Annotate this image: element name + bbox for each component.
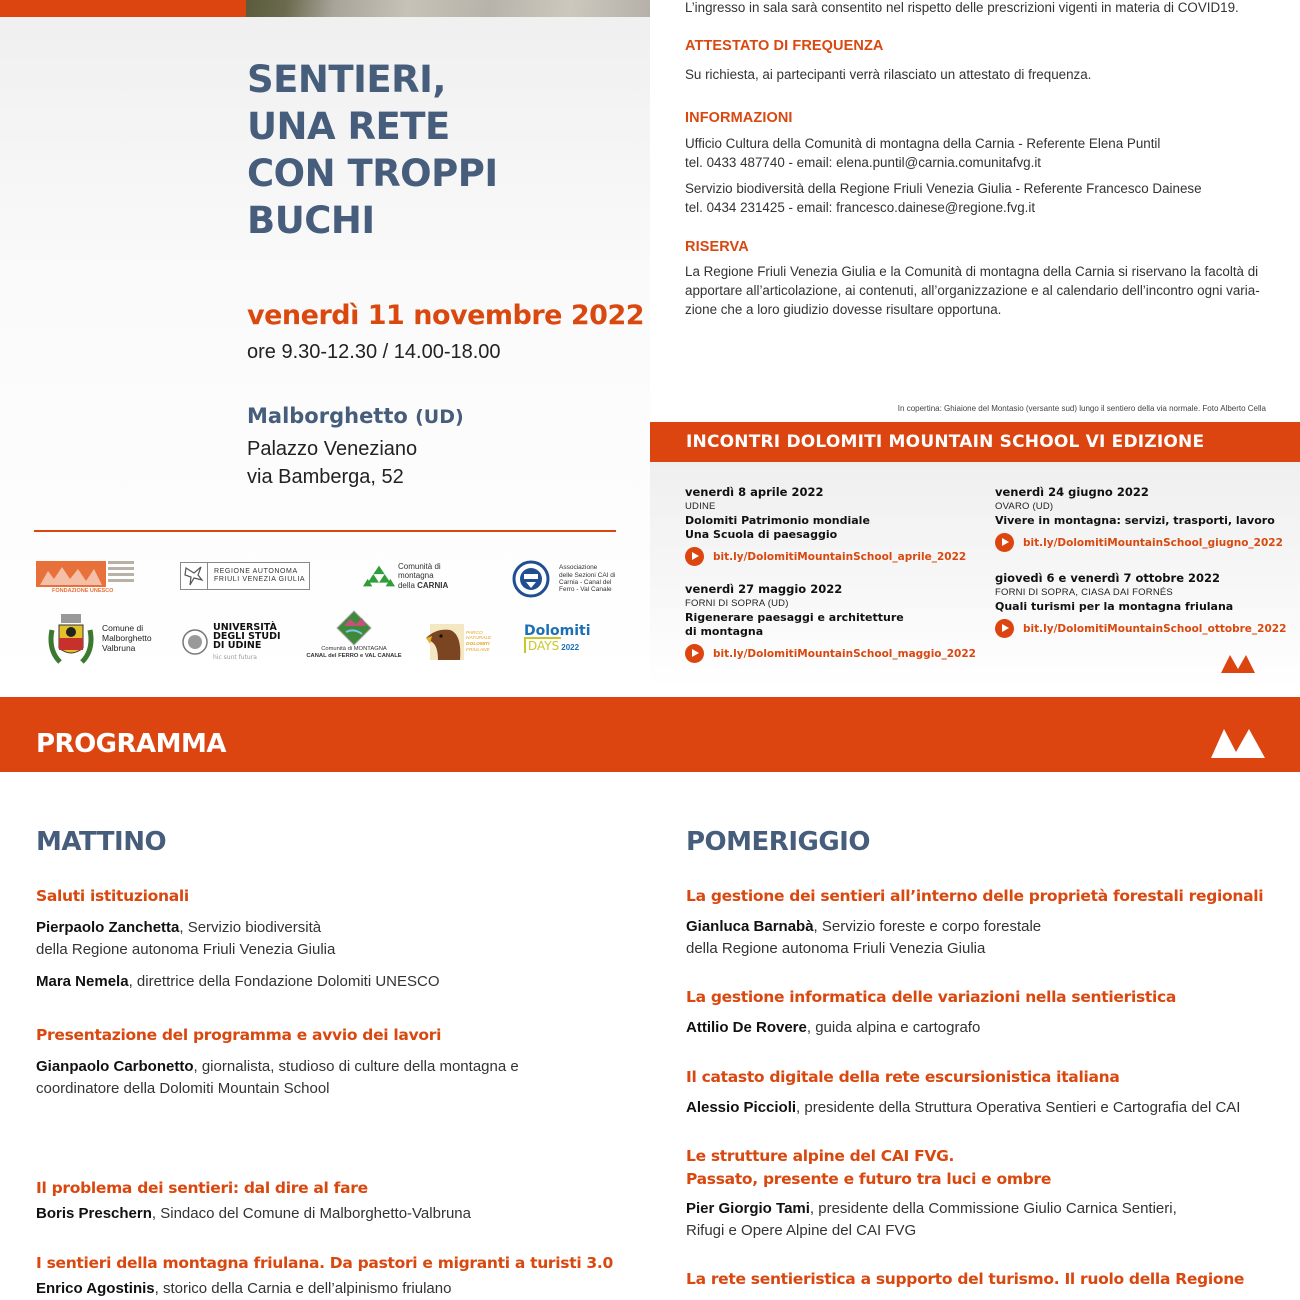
cai-badge-icon bbox=[512, 560, 550, 598]
comune-line: Valbruna bbox=[102, 642, 136, 653]
speaker-role: della Regione autonoma Friuli Venezia Giulia bbox=[36, 941, 336, 958]
event-hours: ore 9.30-12.30 / 14.00-18.00 bbox=[247, 341, 501, 363]
program-item-title: La rete sentieristica a supporto del turismo. Il ruolo della Regione bbox=[686, 1270, 1245, 1288]
event-date: venerdì 27 maggio 2022 bbox=[685, 582, 843, 596]
logo-comune-malborghetto bbox=[46, 610, 166, 668]
speaker bbox=[36, 1203, 471, 1225]
speaker bbox=[36, 1056, 519, 1100]
speaker bbox=[36, 917, 335, 961]
event-item bbox=[685, 485, 966, 566]
speaker-name: Alessio Piccioli bbox=[686, 1099, 797, 1116]
riserva-line: zione che a loro giudizio dovesse risultare opportuna. bbox=[685, 302, 1002, 317]
event-link-text[interactable]: bit.ly/DolomitiMountainSchool_maggio_2022 bbox=[713, 647, 976, 660]
event-location: UDINE bbox=[685, 501, 716, 512]
program-item-title-line: Passato, presente e futuro tra luci e ombre bbox=[686, 1170, 1052, 1188]
program-item-title-line: Le strutture alpine del CAI FVG. bbox=[686, 1147, 955, 1165]
speaker-name: Boris Preschern bbox=[36, 1205, 152, 1222]
event-title-line: di montagna bbox=[685, 625, 764, 638]
play-icon bbox=[685, 547, 704, 566]
play-icon bbox=[995, 533, 1014, 552]
speaker-role: , giornalista, studioso di culture della montagna e bbox=[193, 1058, 519, 1075]
canal-line: Comunità di MONTAGNA bbox=[321, 646, 387, 652]
event-title bbox=[995, 514, 1283, 528]
parco-line: FRIULANE bbox=[466, 647, 490, 653]
event-link[interactable] bbox=[685, 547, 966, 566]
comune-line: Malborghetto bbox=[102, 633, 152, 644]
uniud-line: UNIVERSITÀ bbox=[213, 621, 277, 633]
speaker-role: , presidente della Commissione Giulio Carnica Sentieri, bbox=[809, 1200, 1177, 1217]
comune-line: Comune di bbox=[102, 623, 144, 634]
event-title-line: Una Scuola di paesaggio bbox=[685, 528, 838, 541]
program-item-title: Presentazione del programma e avvio dei lavori bbox=[36, 1026, 442, 1044]
uniud-line: DI UDINE bbox=[213, 639, 262, 651]
speaker-role: Rifugi e Opere Alpine del CAI FVG bbox=[686, 1222, 917, 1239]
event-link-text[interactable]: bit.ly/DolomitiMountainSchool_giugno_2022 bbox=[1023, 536, 1283, 549]
event-link[interactable] bbox=[995, 619, 1286, 638]
logo-carnia bbox=[362, 562, 474, 590]
riserva-line: apportare all’articolazione, ai contenuti, all’organizzazione e al calendario dell’incontro ogni varia- bbox=[685, 283, 1260, 298]
speaker-name: Mara Nemela bbox=[36, 973, 129, 990]
event-item bbox=[685, 582, 976, 663]
mountains-icon bbox=[1221, 653, 1255, 673]
title-line: CON TROPPI bbox=[247, 152, 498, 195]
logo-parco-dolomiti-friulane bbox=[424, 624, 494, 660]
address-line: Palazzo Veneziano bbox=[247, 438, 418, 460]
incontri-title: INCONTRI DOLOMITI MOUNTAIN SCHOOL VI EDIZIONE bbox=[686, 432, 1205, 452]
speaker-role: della Regione autonoma Friuli Venezia Giulia bbox=[686, 940, 986, 957]
event-link[interactable] bbox=[995, 533, 1283, 552]
speaker bbox=[686, 1097, 1240, 1119]
speaker bbox=[686, 916, 1041, 960]
contact-servizio-biodiversita bbox=[685, 179, 1202, 217]
speaker-role: , storico della Carnia e dell’alpinismo friulano bbox=[154, 1280, 452, 1297]
contact-line[interactable]: tel. 0434 231425 - email: francesco.dainese@regione.fvg.it bbox=[685, 200, 1036, 215]
event-title-line: Dolomiti Patrimonio mondiale bbox=[685, 514, 870, 527]
mattino-heading: MATTINO bbox=[36, 827, 167, 857]
university-seal-icon bbox=[182, 629, 208, 655]
event-date: venerdì 11 novembre 2022 bbox=[247, 300, 645, 331]
event-place bbox=[247, 404, 464, 428]
attestato-heading: ATTESTATO DI FREQUENZA bbox=[685, 38, 884, 54]
regione-line: FRIULI VENEZIA GIULIA bbox=[214, 576, 306, 583]
speaker bbox=[36, 971, 440, 993]
informazioni-heading: INFORMAZIONI bbox=[685, 110, 793, 126]
program-item-title: I sentieri della montagna friulana. Da pastori e migranti a turisti 3.0 bbox=[36, 1254, 613, 1272]
covid-notice: L’ingresso in sala sarà consentito nel rispetto delle prescrizioni vigenti in materia di COVID19. bbox=[685, 0, 1239, 15]
event-date: venerdì 24 giugno 2022 bbox=[995, 485, 1149, 499]
regione-line: REGIONE AUTONOMA bbox=[214, 567, 298, 575]
uniud-line: DEGLI STUDI bbox=[213, 630, 281, 642]
canal-line: CANAL del FERRO e VAL CANALE bbox=[306, 652, 402, 659]
mountains-icon bbox=[1211, 728, 1265, 758]
speaker-role: , direttrice della Fondazione Dolomiti UNESCO bbox=[128, 973, 440, 990]
days-brand: Dolomiti bbox=[524, 623, 591, 639]
speaker-role: , Servizio foreste e corpo forestale bbox=[813, 918, 1042, 935]
fondazione-label: FONDAZIONE UNESCO bbox=[52, 588, 114, 594]
event-title bbox=[685, 514, 966, 542]
parco-line: DOLOMITI bbox=[466, 642, 490, 647]
coat-of-arms-icon bbox=[46, 610, 96, 668]
contact-line: Servizio biodiversità della Regione Friuli Venezia Giulia - Referente Francesco Dainese bbox=[685, 181, 1202, 196]
programma-title: PROGRAMMA bbox=[36, 729, 227, 759]
place-province: (UD) bbox=[415, 406, 464, 428]
carnia-line: Comunità di montagna bbox=[397, 562, 441, 581]
event-title-line: Rigenerare paesaggi e architetture bbox=[685, 611, 904, 624]
event-title bbox=[685, 611, 976, 639]
speaker-name: Enrico Agostinis bbox=[36, 1280, 155, 1297]
parco-line: PARCO bbox=[466, 630, 483, 636]
title-line: BUCHI bbox=[247, 199, 375, 242]
speaker-name: Pier Giorgio Tami bbox=[686, 1200, 810, 1217]
logo-fondazione-dolomiti-unesco bbox=[36, 557, 136, 595]
pomeriggio-heading: POMERIGGIO bbox=[686, 827, 870, 857]
program-item-title: La gestione informatica delle variazioni nella sentieristica bbox=[686, 988, 1177, 1006]
days-label: DAYS bbox=[524, 637, 561, 653]
play-icon bbox=[685, 644, 704, 663]
program-item-title bbox=[686, 1145, 1051, 1191]
speaker bbox=[686, 1198, 1177, 1242]
riserva-text bbox=[685, 262, 1260, 319]
cai-line: Carnia - Canal del bbox=[559, 579, 612, 586]
cai-line: Ferro - Val Canale bbox=[559, 586, 612, 594]
eagle-icon bbox=[181, 563, 207, 589]
logo-regione-fvg bbox=[180, 562, 310, 590]
carnia-name: CARNIA bbox=[417, 580, 449, 590]
event-location: OVARO (UD) bbox=[995, 501, 1054, 512]
event-title bbox=[995, 600, 1286, 614]
speaker-role: coordinatore della Dolomiti Mountain School bbox=[36, 1080, 330, 1097]
uniud-motto: hic sunt futura bbox=[213, 653, 257, 661]
days-year: 2022 bbox=[561, 643, 580, 652]
speaker-name: Pierpaolo Zanchetta bbox=[36, 919, 180, 936]
place-name: Malborghetto bbox=[247, 404, 408, 428]
contact-line: Ufficio Cultura della Comunità di montagna della Carnia - Referente Elena Puntil bbox=[685, 136, 1161, 151]
trees-icon bbox=[362, 563, 396, 589]
riserva-line: La Regione Friuli Venezia Giulia e la Comunità di montagna della Carnia si riservano la facoltà di bbox=[685, 264, 1259, 279]
carnia-della: della bbox=[397, 580, 415, 590]
program-item-title: Il catasto digitale della rete escursionistica italiana bbox=[686, 1068, 1120, 1086]
program-item-title: Saluti istituzionali bbox=[36, 887, 189, 905]
orange-strip bbox=[0, 0, 246, 17]
event-item bbox=[995, 485, 1283, 552]
cai-line: Associazione bbox=[559, 564, 598, 572]
event-location: FORNI DI SOPRA (UD) bbox=[685, 598, 789, 609]
logo-canal-del-ferro bbox=[308, 610, 400, 668]
attestato-text: Su richiesta, ai partecipanti verrà rilasciato un attestato di frequenza. bbox=[685, 67, 1092, 82]
logo-cai bbox=[512, 560, 622, 598]
event-link[interactable] bbox=[685, 644, 976, 663]
contact-line[interactable]: tel. 0433 487740 - email: elena.puntil@carnia.comunitafvg.it bbox=[685, 155, 1042, 170]
cai-line: delle Sezioni CAI di bbox=[559, 571, 616, 579]
event-item bbox=[995, 571, 1286, 638]
play-icon bbox=[995, 619, 1014, 638]
address-line: via Bamberga, 52 bbox=[247, 466, 404, 488]
program-item-title: La gestione dei sentieri all’interno delle proprietà forestali regionali bbox=[686, 887, 1264, 905]
cover-photo bbox=[246, 0, 650, 17]
event-date: venerdì 8 aprile 2022 bbox=[685, 485, 824, 499]
speaker-role: , Sindaco del Comune di Malborghetto-Valbruna bbox=[151, 1205, 471, 1222]
event-address bbox=[247, 435, 417, 491]
speaker bbox=[36, 1278, 451, 1300]
speaker-name: Gianluca Barnabà bbox=[686, 918, 814, 935]
speaker-role: , Servizio biodiversità bbox=[179, 919, 322, 936]
event-title-line: Quali turismi per la montagna friulana bbox=[995, 600, 1234, 613]
divider bbox=[34, 530, 616, 532]
speaker-role: , guida alpina e cartografo bbox=[806, 1019, 981, 1036]
speaker-name: Attilio De Rovere bbox=[686, 1019, 807, 1036]
event-title-line: Vivere in montagna: servizi, trasporti, lavoro bbox=[995, 514, 1275, 527]
logo-dolomiti-days bbox=[524, 624, 604, 660]
program-item-title: Il problema dei sentieri: dal dire al fare bbox=[36, 1179, 368, 1197]
title-line: UNA RETE bbox=[247, 105, 450, 148]
event-title bbox=[247, 56, 498, 244]
title-line: SENTIERI, bbox=[247, 58, 446, 101]
logo-universita-udine bbox=[182, 622, 292, 662]
contact-office-cultura bbox=[685, 134, 1160, 172]
event-link-text[interactable]: bit.ly/DolomitiMountainSchool_ottobre_2022 bbox=[1023, 622, 1287, 635]
event-link-text[interactable]: bit.ly/DolomitiMountainSchool_aprile_2022 bbox=[713, 550, 967, 563]
speaker-name: Gianpaolo Carbonetto bbox=[36, 1058, 194, 1075]
eagle-head-icon bbox=[424, 624, 464, 660]
riserva-heading: RISERVA bbox=[685, 239, 749, 255]
mountain-diamond-icon bbox=[336, 610, 372, 646]
speaker bbox=[686, 1017, 980, 1039]
event-location: FORNI DI SOPRA, CIASA DAI FORNÉS bbox=[995, 587, 1173, 598]
speaker-role: , presidente della Struttura Operativa Sentieri e Cartografia del CAI bbox=[796, 1099, 1241, 1116]
parco-line: NATURALE bbox=[466, 636, 492, 642]
photo-caption: In copertina: Ghiaione del Montasio (versante sud) lungo il sentiero della via normale. Foto Alberto Cella bbox=[897, 404, 1266, 413]
event-date: giovedì 6 e venerdì 7 ottobre 2022 bbox=[995, 571, 1221, 585]
